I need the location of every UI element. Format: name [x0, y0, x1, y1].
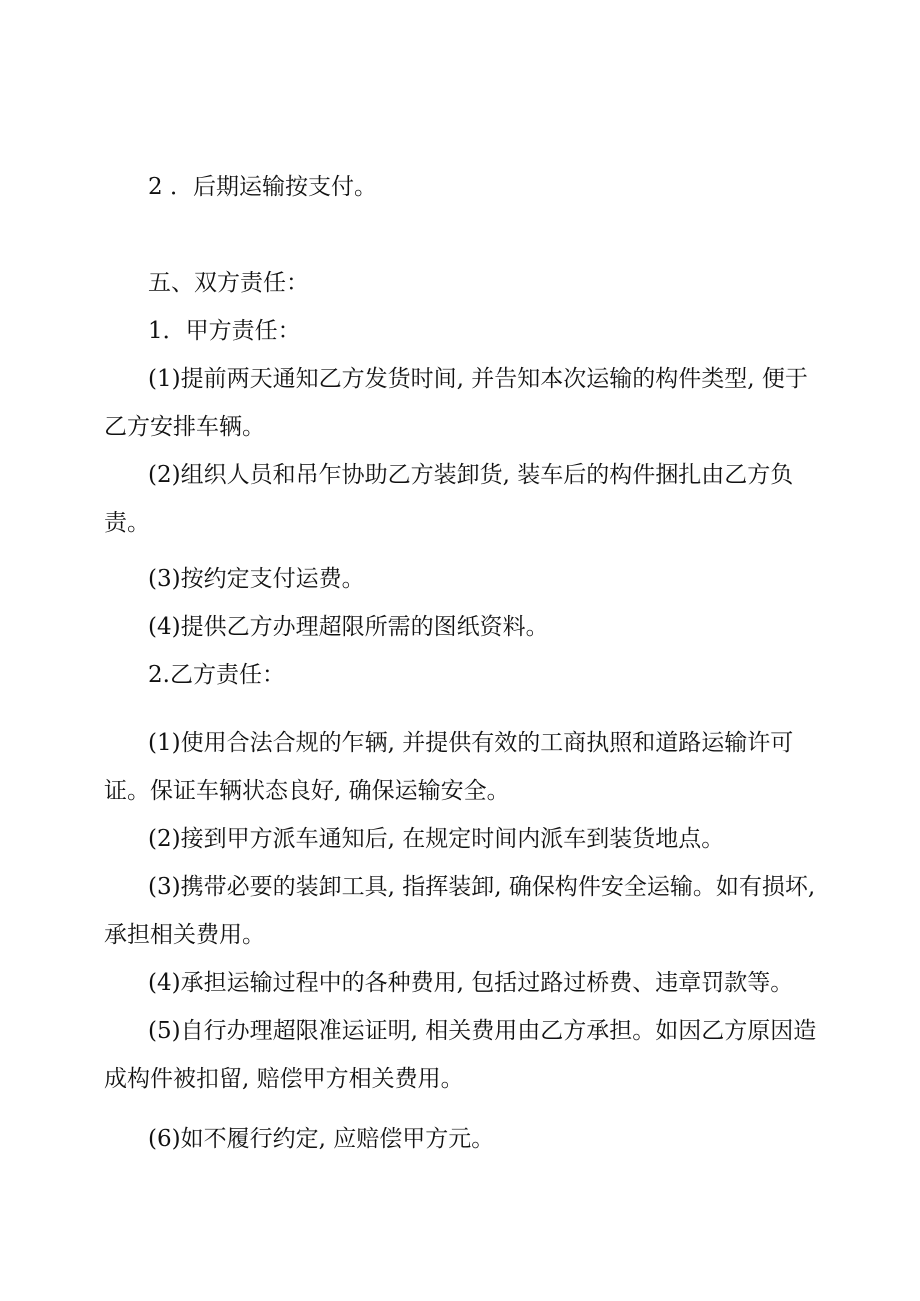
party-a-item-2-line-1: (2)组织人员和吊乍协助乙方装卸货, 装车后的构件捆扎由乙方负	[148, 462, 794, 488]
party-b-item-1-line-2: 证。保证车辆状态良好, 确保运输安全。	[104, 778, 510, 804]
party-a-item-2-line-2: 责。	[104, 510, 150, 536]
party-b-item-1-line-1: (1)使用合法合规的乍辆, 并提供有效的工商执照和道路运输许可	[148, 730, 794, 756]
party-a-item-1-line-2: 乙方安排车辆。	[104, 414, 265, 440]
payment-clause-2: 2 ．后期运输按支付。	[148, 174, 377, 200]
party-b-item-5-line-2: 成构件被扣留, 赔偿甲方相关费用。	[104, 1066, 464, 1092]
party-b-item-3-line-2: 承担相关费用。	[104, 922, 265, 948]
party-b-item-2: (2)接到甲方派车通知后, 在规定时间内派车到装货地点。	[148, 826, 725, 852]
party-a-item-3: (3)按约定支付运费。	[148, 566, 365, 592]
section-heading-responsibilities: 五、双方责任：	[148, 270, 309, 296]
party-b-item-5-line-1: (5)自行办理超限准运证明, 相关费用由乙方承担。如因乙方原因造	[148, 1018, 817, 1044]
party-b-item-6: (6)如不履行约定, 应赔偿甲方元。	[148, 1126, 495, 1152]
party-a-item-4: (4)提供乙方办理超限所需的图纸资料。	[148, 614, 549, 640]
party-b-heading: 2.乙方责任：	[148, 662, 285, 688]
party-a-item-1-line-1: (1)提前两天通知乙方发货时间, 并告知本次运输的构件类型, 便于	[148, 366, 808, 392]
party-b-item-3-line-1: (3)携带必要的装卸工具, 指挥装卸, 确保构件安全运输。如有损坏,	[148, 874, 816, 900]
party-a-heading: 1．甲方责任：	[148, 318, 301, 344]
party-b-item-4: (4)承担运输过程中的各种费用, 包括过路过桥费、违章罚款等。	[148, 970, 794, 996]
